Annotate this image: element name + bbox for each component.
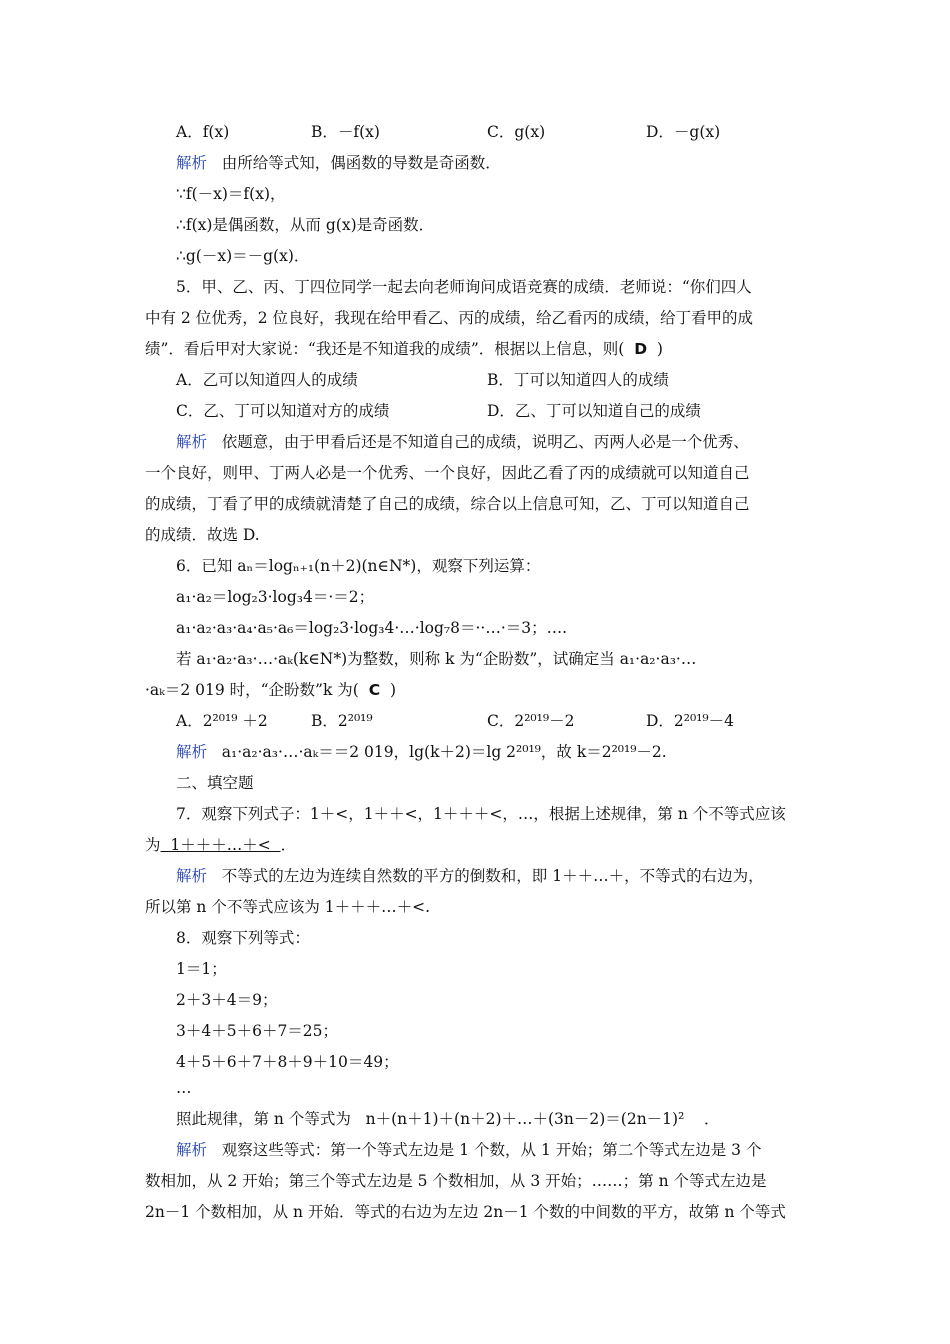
q8-analysis-line-2: 数相加，从 2 开始；第三个等式左边是 5 个数相加，从 3 开始；……；第 n 个等式左边是	[145, 1172, 767, 1190]
q5-stem-text: 绩”．看后甲对大家说：“我还是不知道我的成绩”．根据以上信息，则(	[145, 340, 625, 358]
section-heading: 二、填空题	[176, 774, 254, 792]
q6-stem-text: ·aₖ＝2 019 时，“企盼数”k 为(	[145, 681, 359, 699]
q6-paren-close: )	[389, 681, 397, 699]
q5-analysis-line-4: 的成绩．故选 D.	[145, 526, 260, 544]
q4-step-3: ∴g(－x)＝－g(x)．	[176, 247, 310, 265]
q7-stem-end: ．	[280, 836, 297, 854]
q5-option-c: C．乙、丁可以知道对方的成绩	[176, 402, 390, 420]
q5-stem-line-3	[145, 338, 663, 360]
q5-analysis-line-3: 的成绩，丁看了甲的成绩就清楚了自己的成绩，综合以上信息可知，乙、丁可以知道自己	[145, 495, 750, 513]
q6-answer: C	[368, 681, 381, 699]
q5-option-d: D．乙、丁可以知道自己的成绩	[487, 402, 701, 420]
q4-step-2: ∴f(x)是偶函数，从而 g(x)是奇函数．	[176, 216, 435, 234]
q6-option-d: D．2²⁰¹⁹－4	[646, 712, 735, 730]
analysis-label: 解析	[176, 1141, 208, 1159]
q4-step-1: ∵f(－x)＝f(x)，	[176, 185, 286, 203]
q4-analysis	[176, 152, 501, 174]
q7-analysis-line-1	[176, 865, 764, 887]
q8-answer: n＋(n＋1)＋(n＋2)＋…＋(3n－2)＝(2n－1)²	[365, 1110, 685, 1128]
q4-option-c: C．g(x)	[487, 123, 546, 141]
q8-rule-end: ．	[704, 1110, 720, 1128]
analysis-text: 不等式的左边为连续自然数的平方的倒数和，即 1＋＋…＋，不等式的右边为，	[221, 867, 764, 885]
q8-ellipsis: …	[176, 1079, 192, 1097]
q8-equation-3: 3＋4＋5＋6＋7＝25；	[176, 1022, 339, 1040]
q7-stem-line-2	[145, 834, 296, 856]
q8-stem: 8．观察下列等式：	[176, 929, 310, 947]
q5-option-a: A．乙可以知道四人的成绩	[176, 371, 358, 389]
q5-analysis-line-1	[176, 431, 749, 453]
q6-stem-line-1: 6．已知 aₙ＝logₙ₊₁(n＋2)(n∈N*)，观察下列运算：	[176, 557, 541, 575]
q7-answer: 1＋＋＋…＋<	[160, 836, 281, 854]
q6-calc-1: a₁·a₂＝log₂3·log₃4＝·＝2；	[176, 588, 375, 606]
analysis-text: 依题意，由于甲看后还是不知道自己的成绩，说明乙、丙两人必是一个优秀、	[221, 433, 749, 451]
q5-analysis-line-2: 一个良好，则甲、丁两人必是一个优秀、一个良好，因此乙看了丙的成绩就可以知道自己	[145, 464, 750, 482]
analysis-label: 解析	[176, 433, 208, 451]
q8-equation-2: 2＋3＋4＝9；	[176, 991, 278, 1009]
q7-stem-line-1: 7．观察下列式子：1＋<，1＋＋<，1＋＋＋<，…，根据上述规律，第 n 个不等式应该	[176, 805, 786, 823]
q5-option-b: B．丁可以知道四人的成绩	[487, 371, 669, 389]
q5-answer: D	[634, 340, 648, 358]
analysis-text: 观察这些等式：第一个等式左边是 1 个数，从 1 开始；第二个等式左边是 3 个	[221, 1141, 762, 1159]
q6-calc-2: a₁·a₂·a₃·a₄·a₅·a₆＝log₂3·log₃4·…·log₇8＝··…·＝3；….	[176, 619, 568, 637]
q8-analysis-line-3: 2n－1 个数相加，从 n 开始．等式的右边为左边 2n－1 个数的中间数的平方，故第 n 个等式	[145, 1203, 786, 1221]
q5-stem-line-2: 中有 2 位优秀，2 位良好，我现在给甲看乙、丙的成绩，给乙看丙的成绩，给丁看甲的成	[145, 309, 754, 327]
q8-equation-1: 1＝1；	[176, 960, 227, 978]
analysis-text: a₁·a₂·a₃·…·aₖ＝＝2 019，lg(k＋2)＝lg 2²⁰¹⁹，故 k＝2²⁰¹⁹－2.	[221, 743, 667, 761]
q4-option-b: B．－f(x)	[311, 123, 380, 141]
analysis-label: 解析	[176, 154, 208, 172]
q6-option-b: B．2²⁰¹⁹	[311, 712, 373, 730]
q8-rule	[176, 1108, 720, 1130]
q8-rule-text: 照此规律，第 n 个等式为	[176, 1110, 351, 1128]
q6-analysis	[176, 741, 667, 763]
q6-option-a: A．2²⁰¹⁹ ＋2	[176, 712, 268, 730]
q5-stem-line-1: 5．甲、乙、丙、丁四位同学一起去向老师询问成语竞赛的成绩．老师说：“你们四人	[176, 278, 752, 296]
q4-option-d: D．－g(x)	[646, 123, 721, 141]
q7-stem-text: 为	[145, 836, 161, 854]
q6-option-c: C．2²⁰¹⁹－2	[487, 712, 575, 730]
q8-equation-4: 4＋5＋6＋7＋8＋9＋10＝49；	[176, 1053, 399, 1071]
q8-analysis-line-1	[176, 1139, 761, 1161]
q5-paren-close: )	[656, 340, 663, 358]
q6-stem-line-3	[145, 679, 396, 701]
q4-option-a: A．f(x)	[176, 123, 230, 141]
analysis-label: 解析	[176, 867, 208, 885]
q6-stem-line-2: 若 a₁·a₂·a₃·…·aₖ(k∈N*)为整数，则称 k 为“企盼数”，试确定当 a₁·a₂·a₃·…	[176, 650, 697, 668]
q7-analysis-line-2: 所以第 n 个不等式应该为 1＋＋＋…＋<.	[145, 898, 431, 916]
analysis-label: 解析	[176, 743, 208, 761]
analysis-text: 由所给等式知，偶函数的导数是奇函数．	[221, 154, 501, 172]
